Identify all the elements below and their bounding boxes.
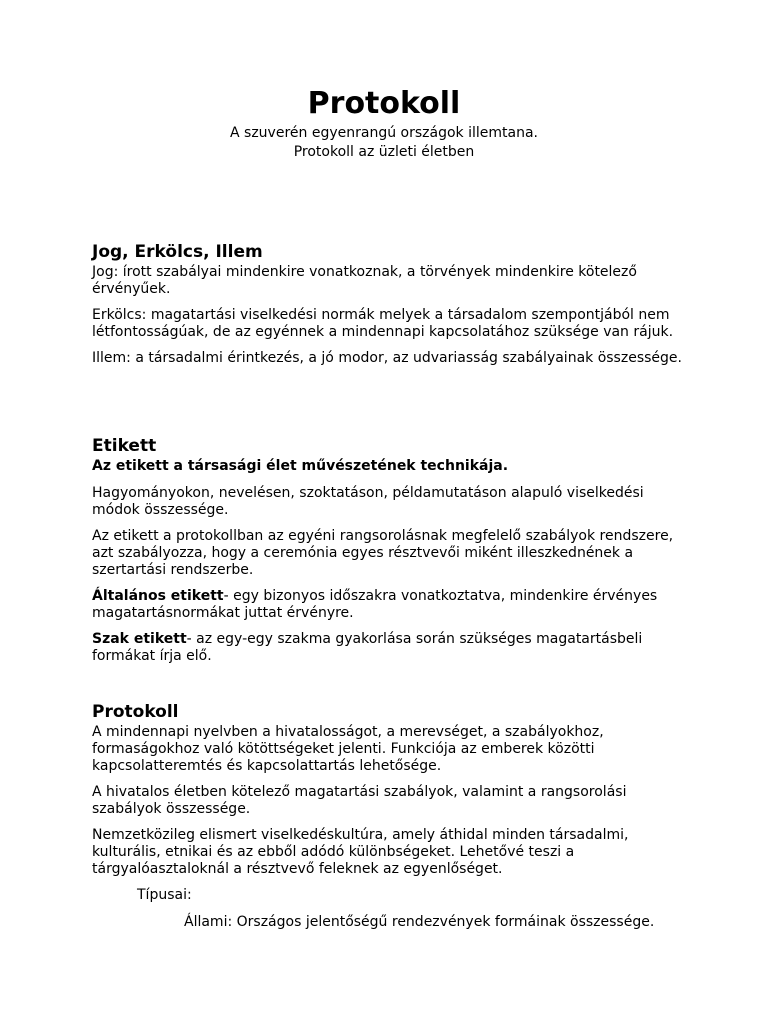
paragraph-mindennapi: A mindennapi nyelvben a hivatalosságot, a merevséget, a szabályokhoz, formaságokhoz való kötöttségeket jelenti. Funkciója az emberek közötti kapcsolatteremtés és kapcsolattartás lehetősége. [92,724,604,774]
paragraph-erkolcs: Erkölcs: magatartási viselkedési normák melyek a társadalom szempontjából nem létfontosságúak, de az egyénnek a mindennapi kapcsolatához szüksége van rájuk. [92,307,674,340]
definition-text: - egy bizonyos időszakra vonatkoztatva, mindenkire érvényes magatartásnormákat juttat érvényre. [92,588,658,621]
definition-text: - az egy-egy szakma gyakorlása során szükséges magatartásbeli formákat írja elő. [92,631,643,664]
section-heading: Etikett [92,436,157,456]
types-label: Típusai: [137,887,192,903]
paragraph-nemzetkozi: Nemzetközileg elismert viselkedéskultúra, amely áthidal minden társadalmi, kulturális, etnikai és az ebből adódó különbségeket. Lehetővé teszi a tárgyalóasztaloknál a résztvevő feleknek az egyenlőséget. [92,827,629,877]
etikett-lead: Az etikett a társasági élet művészetének technikája. [92,458,509,474]
section-etikett [92,436,682,674]
section-heading: Jog, Erkölcs, Illem [92,242,263,262]
definition-altalanos-etikett [92,588,682,622]
paragraph-jog: Jog: írott szabályai mindenkire vonatkoznak, a törvények mindenkire kötelező érvényűek. [92,264,637,297]
paragraph-hivatalos: A hivatalos életben kötelező magatartási szabályok, valamint a rangsorolási szabályok összessége. [92,784,627,817]
definition-szak-etikett [92,631,682,665]
definition-term: Általános etikett [92,588,224,604]
section-jog-erkolcs-illem [92,242,682,376]
type-item-allami: Állami: Országos jelentőségű rendezvények formáinak összessége. [184,914,655,930]
document-subtitle-line-1: A szuverén egyenrangú országok illemtana. [230,125,538,141]
document-subtitle-line-2: Protokoll az üzleti életben [293,144,475,160]
section-heading: Protokoll [92,702,179,722]
definition-term: Szak etikett [92,631,187,647]
paragraph-illem: Illem: a társadalmi érintkezés, a jó modor, az udvariasság szabályainak összessége. [92,350,682,366]
paragraph-hagyomanyok: Hagyományokon, nevelésen, szoktatáson, példamutatáson alapuló viselkedési módok összessége. [92,485,644,518]
document-title: Protokoll [307,86,461,121]
paragraph-etikett-rendszer: Az etikett a protokollban az egyéni rangsorolásnak megfelelő szabályok rendszere, azt szabályozza, hogy a ceremónia egyes résztvevői miként illeszkednének a szertartási rendszerbe. [92,528,674,578]
section-protokoll [92,702,682,931]
